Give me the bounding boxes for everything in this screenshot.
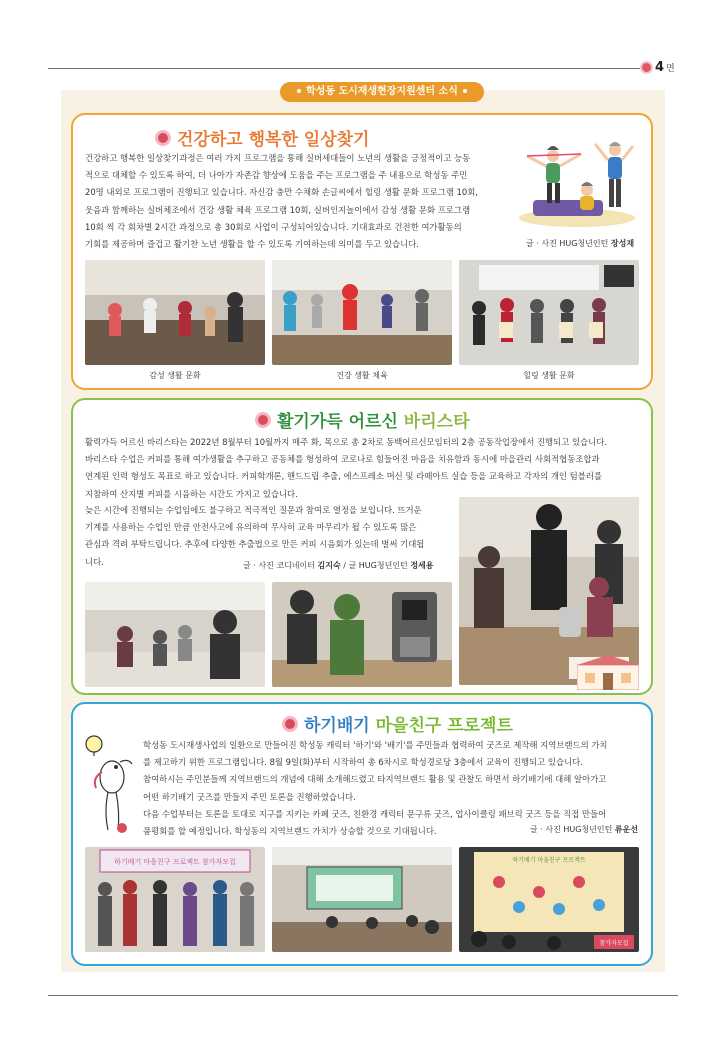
- text-line: 바리스타 수업은 커피를 통해 여가생활을 추구하고 공동체를 형성하여 코로나로 힘들어진 마음을 치유함과 동시에 마을관리 사회적협동조합과: [85, 454, 600, 465]
- text-line: 다음 수업부터는 토론을 토대로 지구를 지키는 카페 굿즈, 친환경 캐릭터 문구류 굿즈, 업사이클링 패브릭 굿즈 등을 직접 만들어: [143, 808, 607, 819]
- text-line: 관심과 격려 부탁드립니다. 추후에 다양한 추출법으로 만든 커피 시음회가 있는데 벌써 기대됩: [85, 539, 425, 550]
- section2-title: [255, 407, 470, 432]
- section2-body-full: [85, 434, 637, 503]
- header-pill-text: 학성동 도시재생현장지원센터 소식: [306, 86, 458, 97]
- photo-emotional-culture: [85, 260, 265, 365]
- bullet-icon: [297, 89, 301, 93]
- text-line: 참여하시는 주민분들께 지역브랜드의 개념에 대해 소개해드렸고 타지역브랜드 활용 및 관찰도 하면서 하기배기에 대해 알아가고: [143, 774, 607, 785]
- bullet-icon: [463, 89, 467, 93]
- section-header-pill: [280, 82, 484, 102]
- text-line: 학성동 도시재생사업의 일환으로 만들어진 학성동 캐릭터 '하기'와 '배기'를 주민들과 협력하여 굿즈로 제작해 지역브랜드의 가치: [143, 740, 608, 750]
- section2-credit: [243, 560, 434, 571]
- page-number-value: 4: [655, 60, 665, 75]
- photo-character-goods: [459, 847, 639, 952]
- caption-healing-culture: 힐링 생활 문화: [523, 371, 575, 380]
- page-number: [640, 60, 675, 75]
- section2-title-text: [277, 407, 470, 432]
- photo-presentation-screen: [272, 847, 452, 952]
- photo-healing-culture: [459, 260, 639, 365]
- section3-title: [282, 711, 513, 736]
- title-main: 활기가득 어르신: [277, 412, 404, 432]
- tag-text: 참가자모집: [599, 940, 629, 947]
- credit-prefix: 글 · 사진 코디네이터: [243, 561, 318, 570]
- banner-text: 하기배기 마을친구 프로젝트 참가자모집: [114, 858, 236, 866]
- credit-separator: / 글 HUG청년인턴: [340, 561, 411, 570]
- photo-healthy-exercise: [272, 260, 452, 365]
- text-line: 활력가득 어르신 바리스타는 2022년 8월부터 10월까지 매주 화, 목으로 총 2차로 동백어르신모임터의 2층 공동작업장에서 진행되고 있습니다.: [85, 437, 607, 447]
- title-accent: 마을친구 프로젝트: [375, 716, 513, 736]
- section1-credit: [526, 238, 634, 249]
- flower-icon: [155, 130, 171, 146]
- title-main: 하기배기: [304, 716, 376, 736]
- top-rule: [48, 68, 640, 69]
- photo-espresso-machine: [272, 582, 452, 687]
- cafe-building-illustration: [577, 655, 639, 690]
- section1-body: [85, 150, 503, 253]
- credit-prefix: 글 · 사진 HUG청년인턴: [530, 825, 615, 834]
- credit-name: 류운선: [614, 825, 639, 834]
- photo-barista-class: [85, 582, 265, 687]
- flower-icon: [640, 61, 653, 74]
- text-line: 연계된 인력 형성도 목표로 하고 있습니다. 커피학개론, 핸드드립 추출, 에스프레소 머신 및 라떼아트 실습 등을 교육하고 각자의 개인 텀블러를: [85, 471, 603, 482]
- text-line: 지참하여 산지별 커피를 시음하는 시간도 가지고 있습니다.: [85, 488, 298, 499]
- text-line: 늦은 시간에 진행되는 수업임에도 불구하고 적극적인 질문과 참여로 열정을 보입니다. 뜨거운: [85, 505, 422, 515]
- credit-name: 정세용: [410, 561, 434, 570]
- text-line: 기회를 제공하며 즐겁고 활기찬 노년 생활을 할 수 있도록 기여하는데 의미를 두고 있습니다.: [85, 239, 419, 250]
- text-line: 건강하고 행복한 일상찾기과정은 여러 가지 프로그램을 통해 실버세대들이 노년의 생활을 긍정적이고 능동: [85, 153, 471, 163]
- title-accent: 바리스타: [403, 412, 470, 432]
- flower-icon: [255, 412, 271, 428]
- credit-prefix: 글 · 사진 HUG청년인턴: [526, 239, 611, 248]
- text-line: 니다.: [85, 556, 104, 567]
- photo-participants-group: [85, 847, 265, 952]
- section1-title-text: 건강하고 행복한 일상찾기: [177, 130, 370, 150]
- caption-emotional-culture: 감성 생활 문화: [149, 371, 201, 380]
- screen-text: 하기배기 마을친구 프로젝트: [512, 857, 586, 864]
- credit-name: 장성재: [610, 239, 635, 248]
- text-line: 적으로 대체할 수 있도록 하여, 더 나아가 자존감 향상에 도움을 주는 프로그램을 주 내용으로 학성동 주민: [85, 170, 468, 181]
- text-line: 20명 내외로 프로그램이 진행되고 있습니다. 자신감 충만 수채화 손글씨에서 힐링 생활 문화 프로그램 10회,: [85, 187, 478, 198]
- text-line: 품평회를 할 예정입니다. 학성동의 지역브랜드 가치가 상승할 것으로 기대됩니다.: [143, 826, 437, 837]
- text-line: 10회 씩 각 회차별 2시간 과정으로 총 30회로 사업이 구성되어있습니다. 기대효과로 건전한 여가활동의: [85, 221, 462, 232]
- section3-credit: [530, 824, 638, 835]
- flower-icon: [282, 716, 298, 732]
- text-line: 웃음과 함께하는 실버체조에서 건강 생활 체육 프로그램 10회, 실버인지놀이에서 감성 생활 문화 프로그램: [85, 204, 471, 215]
- text-line: 기계를 사용하는 수업인 만큼 안전사고에 유의하여 무사히 교육 마무리가 될 수 있도록 많은: [85, 522, 417, 533]
- section1-title: [155, 125, 369, 150]
- exercise-illustration: [515, 138, 640, 230]
- credit-name: 김지숙: [317, 561, 341, 570]
- caption-healthy-exercise: 건강 생활 체육: [336, 371, 388, 380]
- bird-mascot-illustration: [82, 732, 134, 837]
- page-number-unit: 면: [666, 64, 675, 74]
- bottom-rule: [48, 995, 678, 996]
- text-line: 를 제고하기 위한 프로그램입니다. 8월 9일(화)부터 시작하여 총 6차시로 학성경로당 3층에서 교육이 진행되고 있습니다.: [143, 757, 583, 768]
- section3-title-text: [304, 711, 513, 736]
- text-line: 어떤 하기배기 굿즈를 만들지 주민 토론을 진행하였습니다.: [143, 791, 356, 802]
